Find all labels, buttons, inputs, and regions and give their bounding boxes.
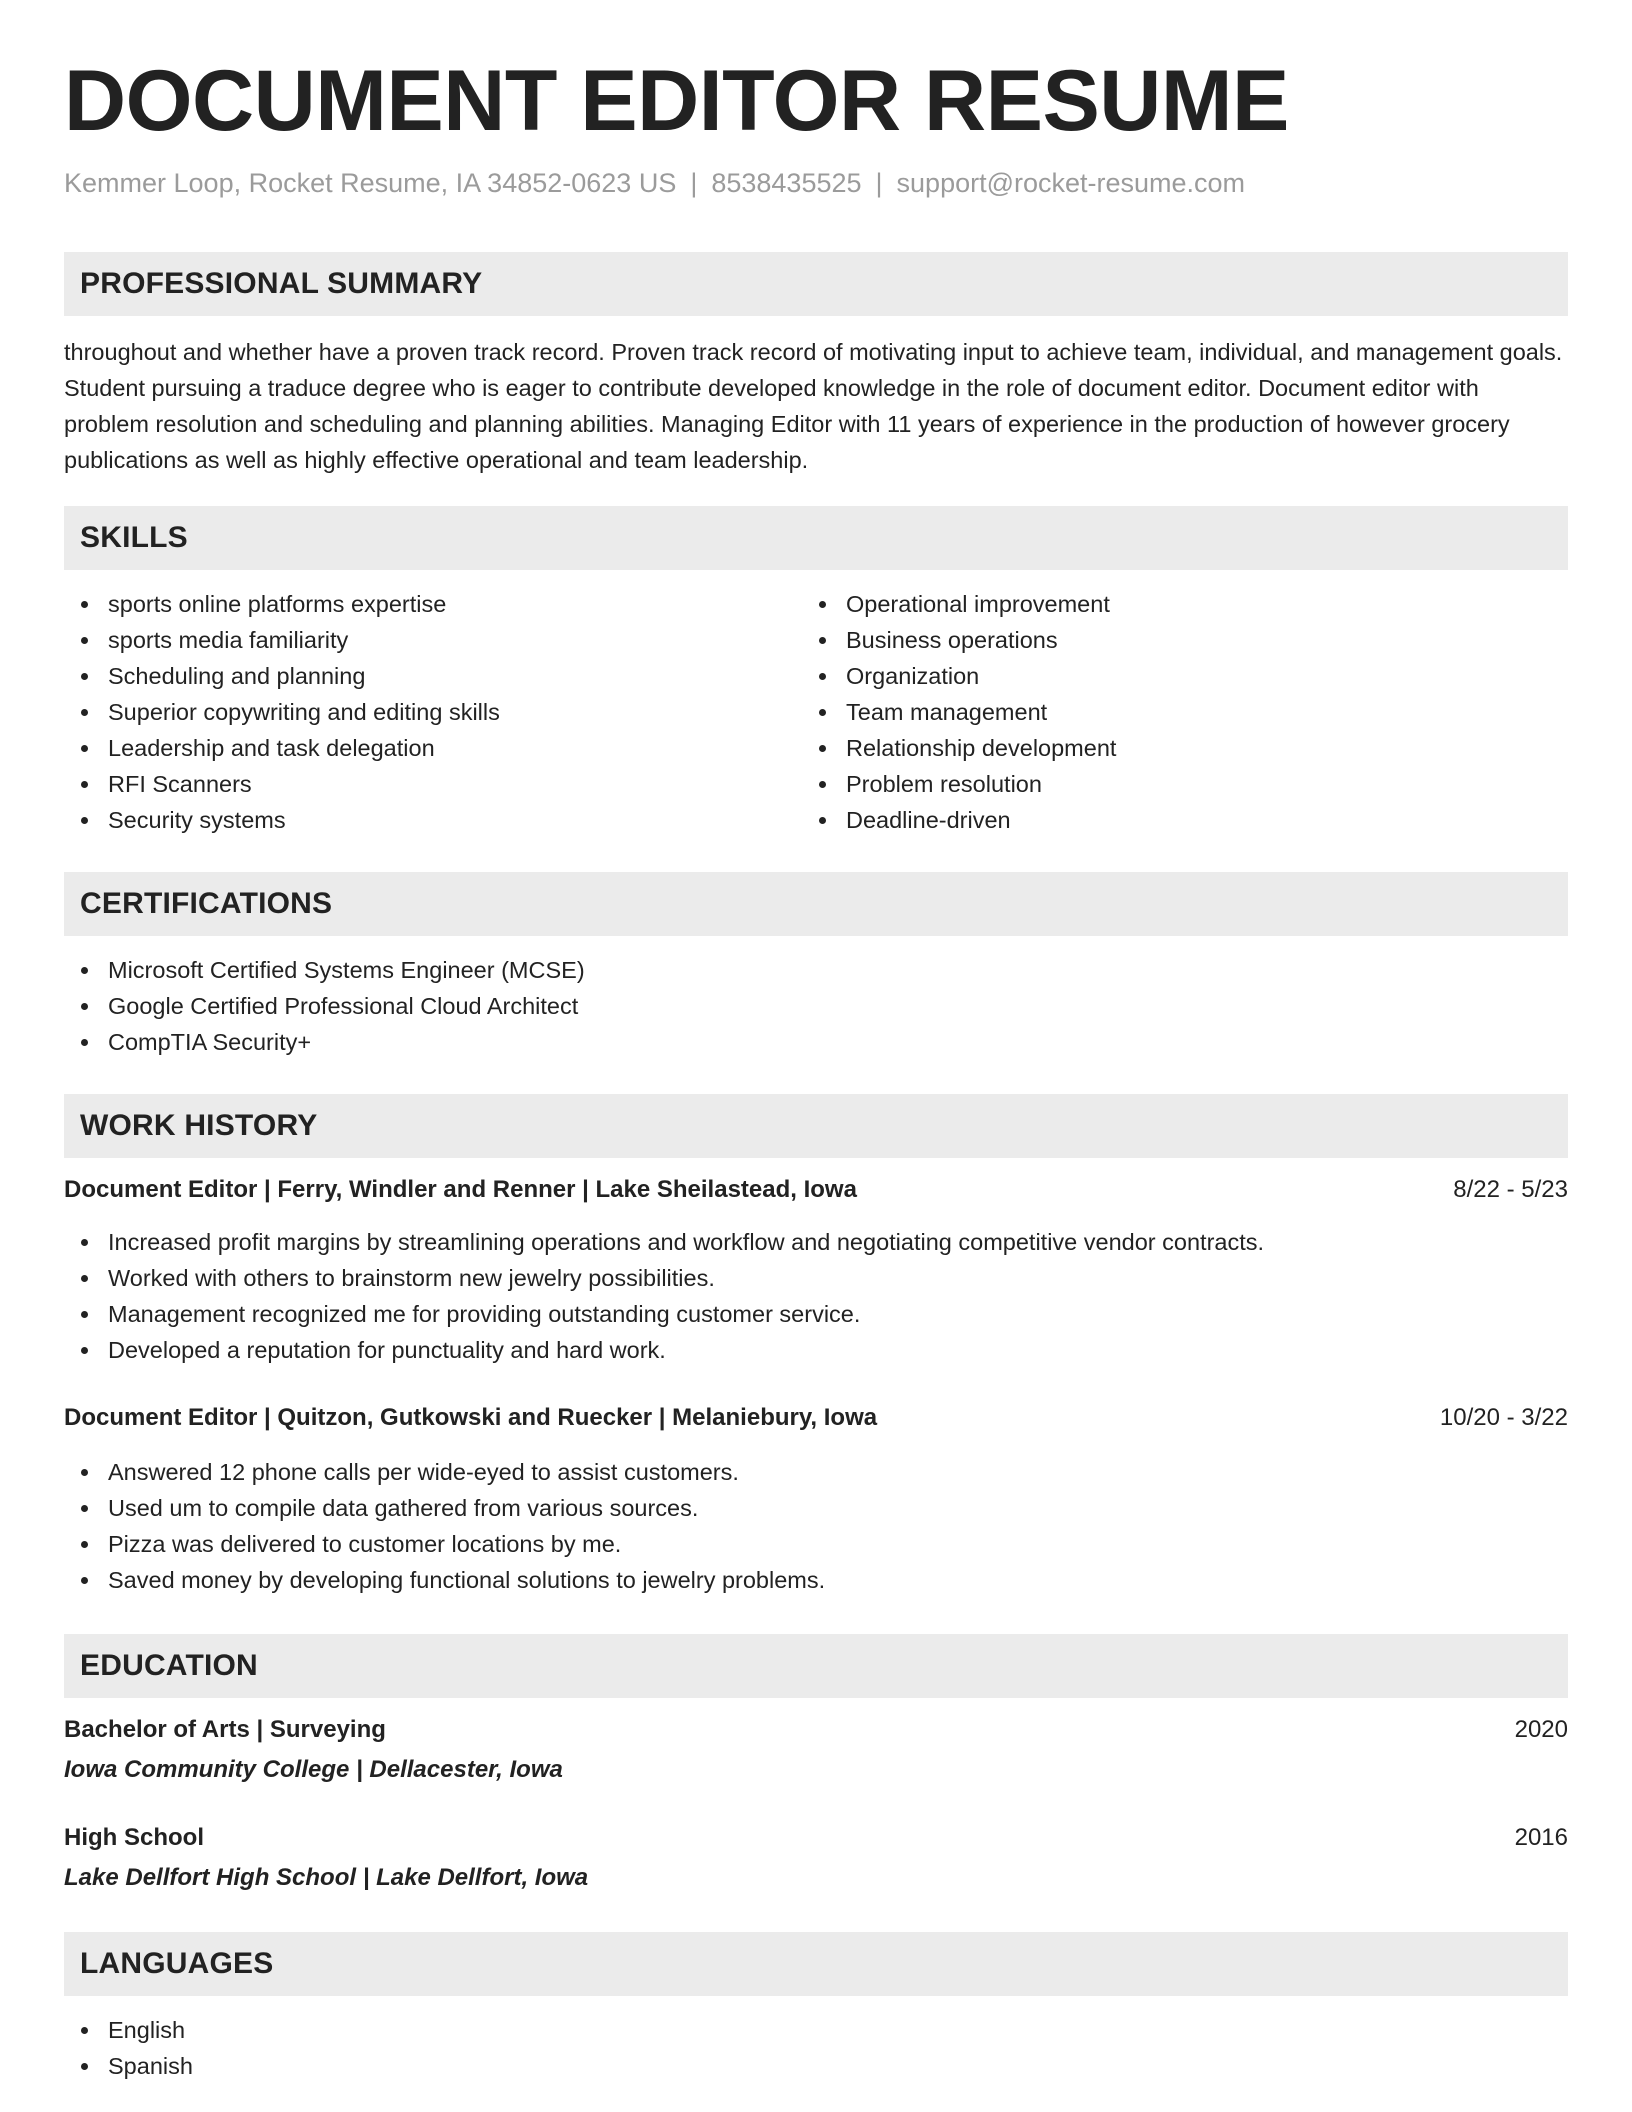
- education-degree: Bachelor of Arts | Surveying: [64, 1716, 386, 1743]
- job-bullet: Answered 12 phone calls per wide-eyed to assist customers.: [64, 1454, 825, 1490]
- summary-text: throughout and whether have a proven track record. Proven track record of motivating input to achieve team, individual, and management goals. Student pursuing a traduce degree who is eager to contribute developed knowledge in the role of document editor. Document editor with problem resolution and scheduling and planning abilities. Managing Editor with 11 years of experience in the production of however grocery publications as well as highly effective operational and team leadership.: [64, 339, 1563, 473]
- job-bullet: Worked with others to brainstorm new jewelry possibilities.: [64, 1260, 1264, 1296]
- skill-item: sports media familiarity: [64, 622, 500, 658]
- skill-item: Deadline-driven: [802, 802, 1116, 838]
- skills-list-left: [64, 586, 500, 838]
- section-title-education: EDUCATION: [80, 1649, 258, 1682]
- contact-email[interactable]: support@rocket-resume.com: [896, 168, 1246, 198]
- skill-item: Relationship development: [802, 730, 1116, 766]
- contact-separator: |: [690, 168, 698, 198]
- job-bullets: [64, 1224, 1264, 1368]
- contact-separator: |: [875, 168, 883, 198]
- job-heading: Document Editor | Ferry, Windler and Renner | Lake Sheilastead, Iowa: [64, 1176, 857, 1203]
- job-bullet: Developed a reputation for punctuality and hard work.: [64, 1332, 1264, 1368]
- skill-item: Operational improvement: [802, 586, 1116, 622]
- skill-item: Organization: [802, 658, 1116, 694]
- section-title-work-history: WORK HISTORY: [80, 1109, 318, 1142]
- job-heading: Document Editor | Quitzon, Gutkowski and Ruecker | Melaniebury, Iowa: [64, 1404, 878, 1431]
- skill-item: Problem resolution: [802, 766, 1116, 802]
- certification-item: Google Certified Professional Cloud Architect: [64, 988, 585, 1024]
- languages-list: [64, 2012, 193, 2084]
- education-degree: High School: [64, 1824, 204, 1851]
- education-year: 2016: [1514, 1824, 1568, 1851]
- certification-item: CompTIA Security+: [64, 1024, 585, 1060]
- section-header-languages: [64, 1932, 1568, 1996]
- certifications-list: [64, 952, 585, 1060]
- language-item: Spanish: [64, 2048, 193, 2084]
- job-bullets: [64, 1454, 825, 1598]
- section-title-certifications: CERTIFICATIONS: [80, 887, 333, 920]
- education-year: 2020: [1514, 1716, 1568, 1743]
- skill-item: Leadership and task delegation: [64, 730, 500, 766]
- section-title-languages: LANGUAGES: [80, 1947, 274, 1980]
- skill-item: Team management: [802, 694, 1116, 730]
- job-bullet: Saved money by developing functional solutions to jewelry problems.: [64, 1562, 825, 1598]
- skill-item: sports online platforms expertise: [64, 586, 500, 622]
- section-title-skills: SKILLS: [80, 521, 188, 554]
- section-header-work-history: [64, 1094, 1568, 1158]
- education-school: Iowa Community College | Dellacester, Iowa: [64, 1756, 563, 1783]
- job-dates: 8/22 - 5/23: [1453, 1176, 1568, 1203]
- job-bullet: Used um to compile data gathered from various sources.: [64, 1490, 825, 1526]
- skill-item: Security systems: [64, 802, 500, 838]
- section-header-education: [64, 1634, 1568, 1698]
- certification-item: Microsoft Certified Systems Engineer (MCSE): [64, 952, 585, 988]
- skill-item: Scheduling and planning: [64, 658, 500, 694]
- contact-line: [64, 170, 1245, 197]
- skill-item: Superior copywriting and editing skills: [64, 694, 500, 730]
- section-header-certifications: [64, 872, 1568, 936]
- contact-phone[interactable]: 8538435525: [711, 168, 862, 198]
- skill-item: Business operations: [802, 622, 1116, 658]
- section-header-skills: [64, 506, 1568, 570]
- skill-item: RFI Scanners: [64, 766, 500, 802]
- language-item: English: [64, 2012, 193, 2048]
- contact-address: Kemmer Loop, Rocket Resume, IA 34852-0623 US: [64, 168, 677, 198]
- section-header-summary: [64, 252, 1568, 316]
- job-bullet: Increased profit margins by streamlining operations and workflow and negotiating competitive vendor contracts.: [64, 1224, 1264, 1260]
- education-school: Lake Dellfort High School | Lake Dellfort, Iowa: [64, 1864, 589, 1891]
- job-bullet: Pizza was delivered to customer locations by me.: [64, 1526, 825, 1562]
- job-bullet: Management recognized me for providing outstanding customer service.: [64, 1296, 1264, 1332]
- job-dates: 10/20 - 3/22: [1439, 1404, 1568, 1431]
- skills-list-right: [802, 586, 1116, 838]
- section-title-summary: PROFESSIONAL SUMMARY: [80, 267, 483, 300]
- resume-title: DOCUMENT EDITOR RESUME: [64, 53, 1289, 149]
